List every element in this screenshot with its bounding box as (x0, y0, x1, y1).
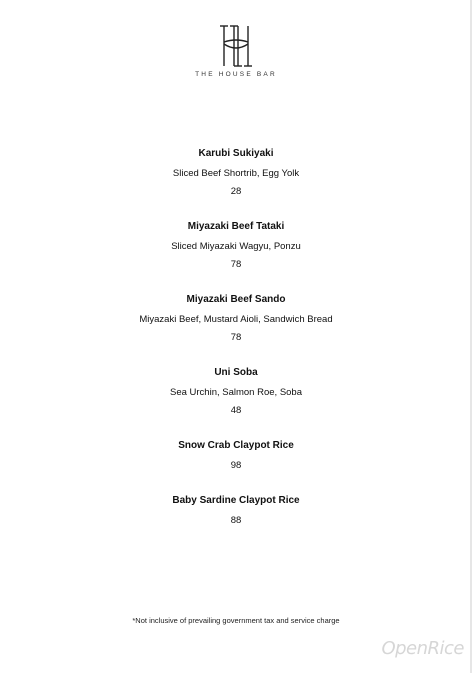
dish-description: Sea Urchin, Salmon Roe, Soba (169, 387, 303, 398)
dish-name: Uni Soba (214, 367, 258, 378)
menu-item (0, 220, 472, 293)
menu-item (0, 293, 472, 366)
dish-price: 88 (230, 515, 242, 526)
menu-item (0, 439, 472, 494)
house-bar-monogram-icon (216, 24, 256, 68)
dish-name: Miyazaki Beef Tataki (187, 221, 285, 232)
dish-price: 78 (230, 259, 242, 270)
dish-price: 48 (230, 405, 242, 416)
menu-item (0, 147, 472, 220)
openrice-watermark: OpenRice (381, 638, 464, 659)
dish-price: 78 (230, 332, 242, 343)
dish-price: 28 (230, 186, 242, 197)
menu-item (0, 494, 472, 549)
dish-price: 98 (230, 460, 242, 471)
dish-description: Miyazaki Beef, Mustard Aioli, Sandwich Bread (139, 314, 333, 325)
dish-name: Karubi Sukiyaki (198, 148, 274, 159)
dish-name: Miyazaki Beef Sando (186, 294, 286, 305)
house-bar-logo (176, 24, 296, 78)
logo-text: THE HOUSE BAR (195, 71, 277, 78)
dish-description: Sliced Beef Shortrib, Egg Yolk (172, 168, 300, 179)
menu-list (0, 147, 472, 549)
dish-name: Baby Sardine Claypot Rice (172, 495, 300, 506)
dish-description: Sliced Miyazaki Wagyu, Ponzu (171, 241, 301, 252)
menu-item (0, 366, 472, 439)
tax-service-footnote: *Not inclusive of prevailing government tax and service charge (132, 616, 340, 625)
dish-name: Snow Crab Claypot Rice (178, 440, 294, 451)
